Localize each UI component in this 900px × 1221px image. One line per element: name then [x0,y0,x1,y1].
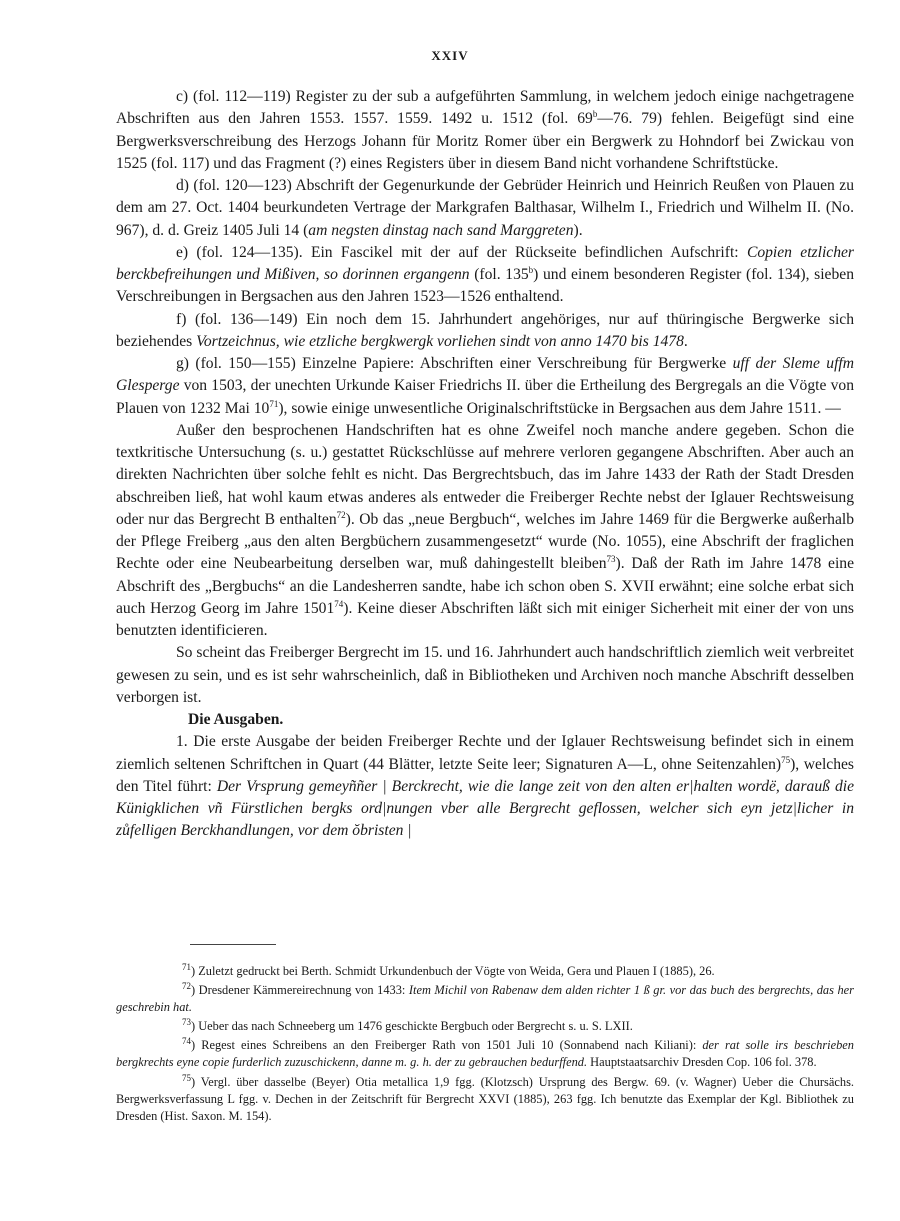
superscript: b [592,109,598,120]
footnote-ref-74[interactable]: 74 [334,598,344,609]
footnote-ref-75[interactable]: 75 [781,754,791,765]
footnote-72: $^{72}$) Dresdener Kämmereirechnung von 1433: Item Michil von Rabenaw dem alden richter 1 ß gr. vor das buch des bergrechts, das her geschrebin hat. [116,980,854,1015]
paragraph-first-edition: 1. Die erste Ausgabe der beiden Freiberger Rechte und der Iglauer Rechtsweisung befindet sich in einem ziemlich seltenen Schriftchen in Quart (44 Blätter, letzte Seite leer; Signaturen A—L, ohne Seitenzahlen)$^{75}$), welches den Titel führt: Der Vrsprung gemeyññer | Berckrecht, wie die lange zeit von den alten er|halten wordë, darauß die Künigklichen vñ Fürstlichen bergks ord|nungen vber alle Bergrecht geflossen, welcher sich eyn jetz|licher in zůfelligen Berckhandlungen, vor dem ŏbristen | [116,733,854,840]
paragraph-manuscripts: Außer den besprochenen Handschriften hat es ohne Zweifel noch manche andere gegeben. Schon die textkritische Untersuchung (s. u.) gestattet Rückschlüsse auf mehrere verloren gegangene Abschriften. Aber auch an direkten Nachrichten über solche fehlt es nicht. Das Bergrechtsbuch, das im Jahre 1433 der Rath der Stadt Dresden abschreiben ließ, hat wohl kaum etwas anderes als entweder die Freiberger Rechte nebst der Iglauer Rechtsweisung oder nur das Bergrecht B enthalten$^{72}$). Ob das „neue Bergbuch“, welches im Jahre 1469 für die Bergwerke außerhalb der Pflege Freiberg „aus den alten Bergbüchern zusammengesetzt“ wurde (No. 1055), eine Abschrift der fraglichen Rechte oder eine Neubearbeitung derselben war, muß dahingestellt bleiben$^{73}$). Daß der Rath im Jahre 1478 eine Abschrift des „Bergbuchs“ an die Landesherren sandte, habe ich schon oben S. XVII erwähnt; eine solche erbat sich auch Herzog Georg im Jahre 1501$^{74}$). Keine dieser Abschriften läßt sich mit einiger Sicherheit mit einer der von uns benutzten identificieren. [116,421,854,639]
footnotes [116,963,854,1127]
paragraph-e: e) (fol. 124—135). Ein Fascikel mit der auf der Rückseite befindlichen Aufschrift: Copien etzlicher berckbefreihungen und Mißiven, so dorinnen ergangenn (fol. 135$^b$) und einem besonderen Register (fol. 134), sieben Verschreibungen in Bergsachen aus den Jahren 1523—1526 enthaltend. [116,243,854,306]
paragraph-f: f) (fol. 136—149) Ein noch dem 15. Jahrhundert angehöriges, nur auf thüringische Bergwerke sich beziehendes Vortzeichnus, wie etzliche bergkwergk vorliehen sindt von anno 1470 bis 1478. [116,310,854,350]
footnote-divider [190,944,276,945]
paragraph-distribution: So scheint das Freiberger Bergrecht im 15. und 16. Jahrhundert auch handschriftlich ziemlich weit verbreitet gewesen zu sein, und es ist sehr wahrscheinlich, daß in Bibliotheken und Archiven noch manche Abschrift desselben verborgen ist. [116,644,854,706]
footnote-74: $^{74}$) Regest eines Schreibens an den Freiberger Rath von 1501 Juli 10 (Sonnabend nach Kiliani): der rat solle irs beschrieben bergkrechts eyne copie furderlich zuzuschickenn, danne m. g. h. der zu gebrauchen bedurffend. Hauptstaatsarchiv Dresden Cop. 106 fol. 378. [116,1036,854,1070]
page-header: XXIV [431,48,469,63]
footnote-75: $^{75}$) Vergl. über dasselbe (Beyer) Otia metallica 1,9 fgg. (Klotzsch) Ursprung des Bergw. 69. (v. Wagner) Ueber die Chursächs. Bergwerksverfassung L fgg. v. Dechen in der Zeitschrift für Bergrecht XXVI (1885), 263 fgg. Ich benutzte das Exemplar der Kgl. Bibliothek zu Dresden (Hist. Saxon. M. 154). [116,1072,854,1123]
footnote-ref-73[interactable]: 73 [606,554,616,565]
footnote-71: $^{71}$) Zuletzt gedruckt bei Berth. Schmidt Urkundenbuch der Vögte von Weida, Gera und Plauen I (1885), 26. [182,961,715,978]
superscript: b [528,264,534,275]
footnote-ref-72[interactable]: 72 [336,509,346,520]
paragraph-g: g) (fol. 150—155) Einzelne Papiere: Abschriften einer Verschreibung für Bergwerke uff der Sleme uffm Glesperge von 1503, der unechten Urkunde Kaiser Friedrichs II. über die Ertheilung des Bergregals an die Vögte von Plauen von 1232 Mai $10^{71}$), sowie einige unwesentliche Originalschriftstücke in Bergsachen aus dem Jahre 1511. — [116,355,854,417]
footnote-ref-71[interactable]: 71 [269,398,279,409]
paragraph-c: c) (fol. 112—119) Register zu der sub a aufgeführten Sammlung, in welchem jedoch einige nachgetragene Abschriften aus den Jahren 1553. 1557. 1559. 1492 u. 1512 (fol. 69$^b$—76. 79) fehlen. Beigefügt sind eine Bergwerksverschreibung des Herzogs Johann für Moritz Romer über ein Bergwerk zu Hohndorf bei Zwickau von 1525 (fol. 117) und das Fragment (?) eines Registers über in diesem Band nicht vorhandene Schriftstücke. [116,88,854,172]
paragraph-d: d) (fol. 120—123) Abschrift der Gegenurkunde der Gebrüder Heinrich und Heinrich Reußen von Plauen zu dem am 27. Oct. 1404 beurkundeten Vertrage der Markgrafen Balthasar, Wilhelm I., Friedrich und Wilhelm II. (No. 967), d. d. Greiz 1405 Juli 14 (am negsten dinstag nach sand Marggreten). [116,177,854,239]
section-heading: Die Ausgaben. [188,711,284,728]
main-text [116,86,854,843]
footnote-73: $^{73}$) Ueber das nach Schneeberg um 1476 geschickte Bergbuch oder Bergrecht s. u. S. LXII. [182,1017,633,1034]
